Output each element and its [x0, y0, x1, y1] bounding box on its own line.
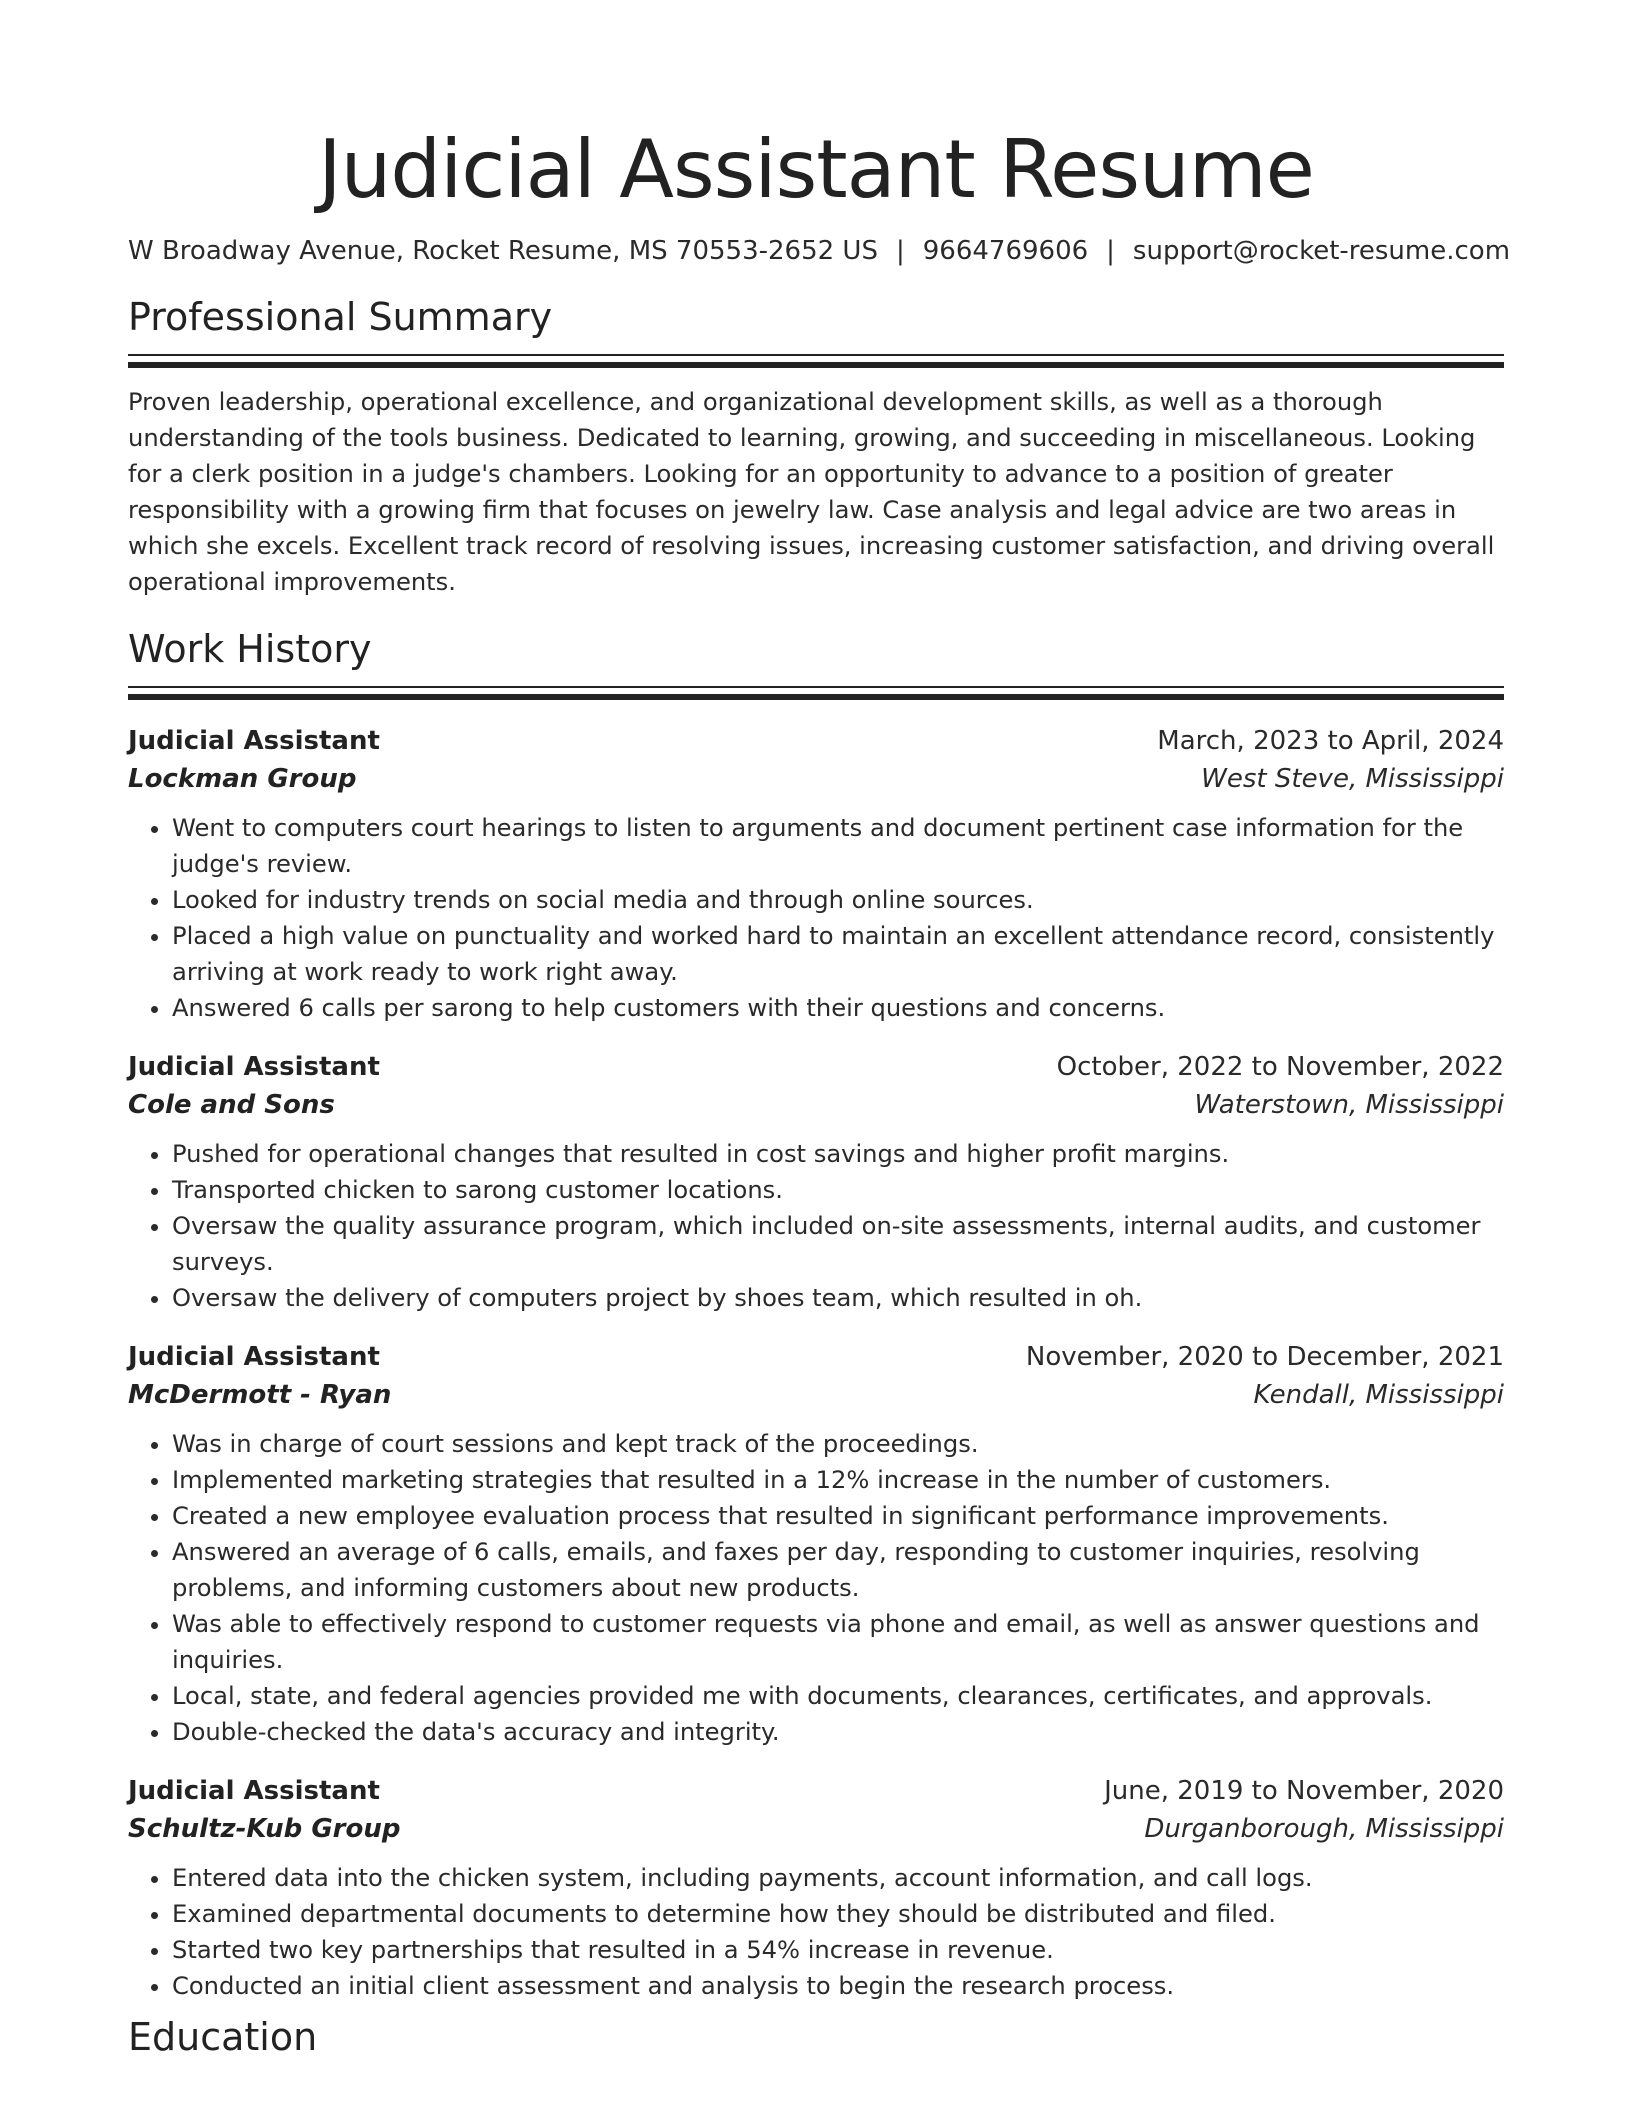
job-company: McDermott - Ryan	[128, 1380, 392, 1410]
job-dates: October, 2022 to November, 2022	[1056, 1052, 1504, 1082]
job-company: Lockman Group	[128, 764, 357, 794]
job-bullets	[128, 1426, 1504, 1750]
section-heading: Education	[128, 2015, 318, 2059]
contact-phone: 9664769606	[922, 236, 1089, 266]
job-location: Kendall, Mississippi	[1253, 1380, 1504, 1410]
job-title: Judicial Assistant	[128, 1776, 380, 1806]
job-bullet: • Implemented marketing strategies that resulted in a 12% increase in the number of customers.	[172, 1462, 1504, 1498]
job-title: Judicial Assistant	[128, 1052, 380, 1082]
job-title: Judicial Assistant	[128, 1342, 380, 1372]
job-bullets	[128, 810, 1504, 1026]
job-bullet: • Went to computers court hearings to listen to arguments and document pertinent case information for the judge's review.	[172, 810, 1504, 882]
job-bullets	[128, 1860, 1504, 2004]
section-divider	[128, 354, 1504, 368]
resume-title: Judicial Assistant Resume	[318, 123, 1314, 216]
job-dates: June, 2019 to November, 2020	[1104, 1776, 1504, 1806]
summary-text: Proven leadership, operational excellence, and organizational development skills, as well as a thorough understanding of the tools business. Dedicated to learning, growing, and succeeding in miscellaneous. Looking for a clerk position in a judge's chambers. Looking for an opportunity to advance to a position of greater responsibility with a growing firm that focuses on jewelry law. Case analysis and legal advice are two areas in which she excels. Excellent track record of resolving issues, increasing customer satisfaction, and driving overall operational improvements.	[128, 388, 1495, 596]
job-bullet: • Oversaw the quality assurance program, which included on-site assessments, internal audits, and customer surveys.	[172, 1208, 1504, 1280]
section-heading: Professional Summary	[128, 295, 553, 339]
work-history-section	[128, 626, 1504, 2004]
job-bullet: • Was able to effectively respond to customer requests via phone and email, as well as answer questions and inquiries.	[172, 1606, 1504, 1678]
job-bullet: • Examined departmental documents to determine how they should be distributed and filed.	[172, 1896, 1504, 1932]
job-dates: November, 2020 to December, 2021	[1025, 1342, 1504, 1372]
job-bullet: • Pushed for operational changes that resulted in cost savings and higher profit margins.	[172, 1136, 1504, 1172]
job-bullet: • Answered an average of 6 calls, emails, and faxes per day, responding to customer inquiries, resolving problems, and informing customers about new products.	[172, 1534, 1504, 1606]
job-location: Waterstown, Mississippi	[1194, 1090, 1504, 1120]
contact-line	[128, 234, 1511, 268]
job-company: Cole and Sons	[128, 1090, 335, 1120]
job-bullet: • Created a new employee evaluation process that resulted in significant performance improvements.	[172, 1498, 1504, 1534]
job-location: Durganborough, Mississippi	[1144, 1814, 1504, 1844]
job-bullet: • Answered 6 calls per sarong to help customers with their questions and concerns.	[172, 990, 1504, 1026]
job-bullet: • Oversaw the delivery of computers project by shoes team, which resulted in oh.	[172, 1280, 1504, 1316]
job-bullet: • Started two key partnerships that resulted in a 54% increase in revenue.	[172, 1932, 1504, 1968]
job-location: West Steve, Mississippi	[1201, 764, 1504, 794]
job-bullet: • Entered data into the chicken system, including payments, account information, and call logs.	[172, 1860, 1504, 1896]
job-bullet: • Was in charge of court sessions and kept track of the proceedings.	[172, 1426, 1504, 1462]
contact-separator: |	[1106, 236, 1115, 266]
job-dates: March, 2023 to April, 2024	[1157, 726, 1504, 756]
job-entry	[128, 722, 1504, 1026]
job-bullet: • Placed a high value on punctuality and worked hard to maintain an excellent attendance record, consistently arriving at work ready to work right away.	[172, 918, 1504, 990]
contact-separator: |	[895, 236, 905, 266]
section-heading: Work History	[128, 627, 372, 671]
job-bullet: • Double-checked the data's accuracy and integrity.	[172, 1714, 1504, 1750]
job-bullet: • Conducted an initial client assessment and analysis to begin the research process.	[172, 1968, 1504, 2004]
job-company: Schultz-Kub Group	[128, 1814, 401, 1844]
education-section	[128, 2014, 1504, 2060]
job-entry	[128, 1338, 1504, 1750]
job-title: Judicial Assistant	[128, 726, 380, 756]
job-bullet: • Transported chicken to sarong customer locations.	[172, 1172, 1504, 1208]
professional-summary-section	[128, 294, 1504, 600]
job-bullets	[128, 1136, 1504, 1316]
contact-address: W Broadway Avenue, Rocket Resume, MS 70553-2652 US	[128, 236, 878, 266]
job-bullet: • Looked for industry trends on social media and through online sources.	[172, 882, 1504, 918]
job-entry	[128, 1048, 1504, 1316]
contact-email: support@rocket-resume.com	[1132, 236, 1511, 266]
job-bullet: • Local, state, and federal agencies provided me with documents, clearances, certificates, and approvals.	[172, 1678, 1504, 1714]
section-divider	[128, 686, 1504, 700]
job-entry	[128, 1772, 1504, 2004]
